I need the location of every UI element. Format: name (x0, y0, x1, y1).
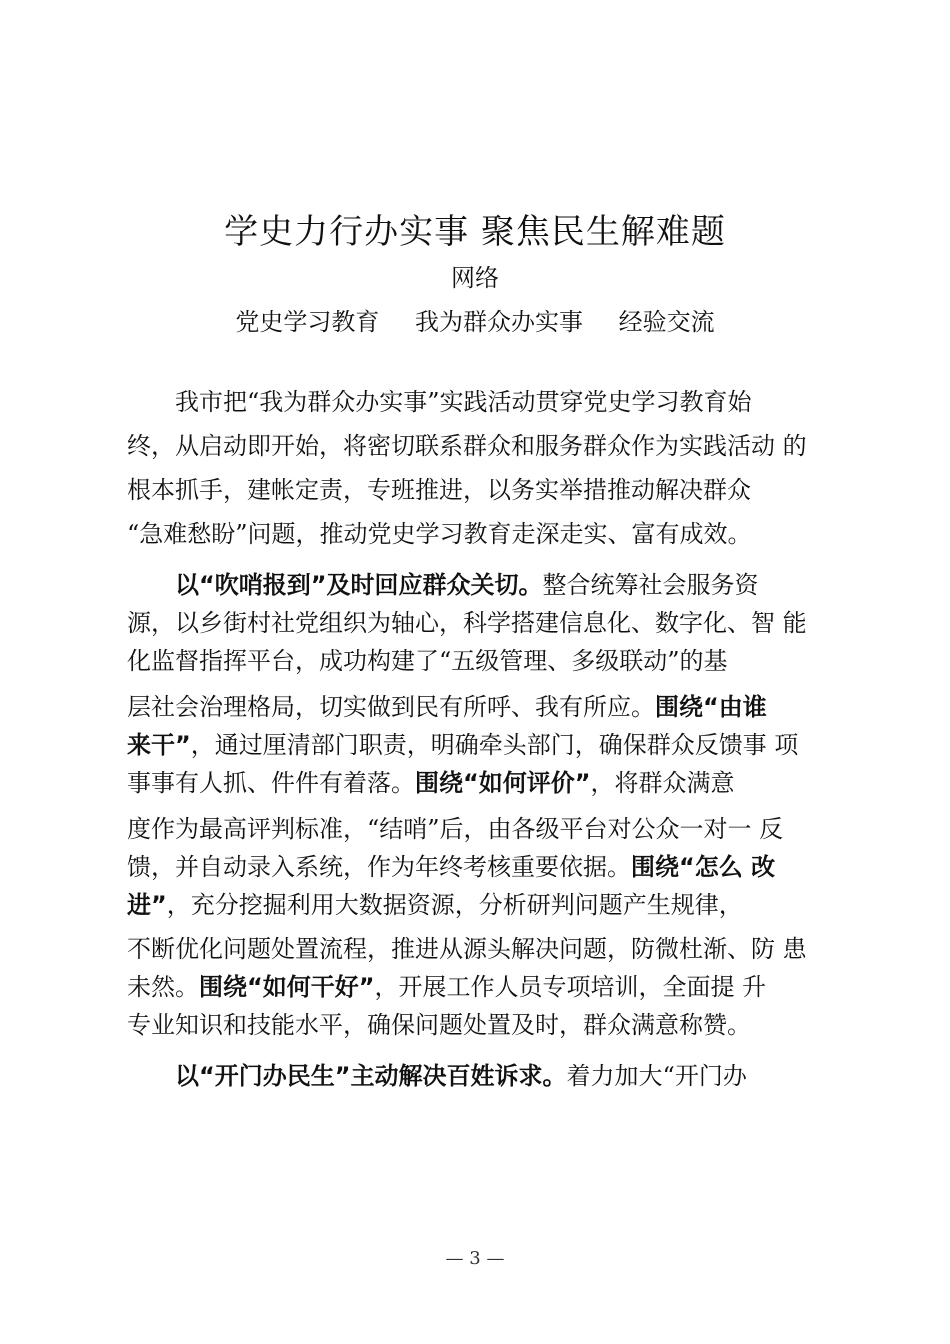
text-segment: ，充分挖掘利用大数据资源，分析研判问题产生规律， (166, 891, 743, 919)
text-line: 终，从启动即开始，将密切联系群众和服务群众作为实践活动 的 (127, 432, 807, 460)
text-line: 度作为最高评判标准，“结哨”后，由各级平台对公众一对一 反 (127, 815, 784, 843)
text-segment: 着力加大“开门办 (566, 1062, 747, 1090)
bold-phrase: 围绕“怎么 改 (631, 853, 776, 881)
text-line (127, 764, 827, 802)
text-segment: 馈，并自动录入系统，作为年终考核重要依据。 (127, 853, 631, 881)
keyword: 党史学习教育 (235, 308, 380, 336)
text-line: “急难愁盼”问题，推动党史学习教育走深走实、富有成效。 (127, 520, 752, 548)
section-heading: 以“吹哨报到”及时回应群众关切。 (175, 571, 543, 599)
text-line (127, 566, 827, 604)
text-line (127, 726, 827, 764)
bold-phrase: 围绕“由谁 (655, 693, 767, 721)
text-line (127, 886, 827, 924)
text-line: 专业知识和技能水平，确保问题处置及时，群众满意称赞。 (127, 1011, 751, 1039)
text-segment: ，将群众满意 (590, 769, 735, 797)
text-segment: 层社会治理格局，切实做到民有所呼、我有所应。 (127, 693, 655, 721)
text-line (127, 688, 827, 726)
keyword: 我为群众办实事 (415, 308, 583, 336)
bold-phrase: 进” (127, 891, 167, 919)
paragraph-intro (127, 380, 827, 556)
page-number: — 3 — (445, 1248, 505, 1269)
bold-phrase: 围绕“如何评价” (415, 769, 591, 797)
text-segment: 整合统筹社会服务资 (542, 571, 759, 599)
text-segment: 事事有人抓、件件有着落。 (127, 769, 415, 797)
text-segment: 未然。 (127, 973, 199, 1001)
text-line: 我市把“我为群众办实事”实践活动贯穿党史学习教育始 (175, 388, 752, 416)
text-line: 化监督指挥平台，成功构建了“五级管理、多级联动”的基 (127, 647, 728, 675)
text-line (127, 1054, 827, 1098)
text-segment: ，通过厘清部门职责，明确牵头部门，确保群众反馈事 项 (190, 731, 799, 759)
article-title: 学史力行办实事 聚焦民生解难题 (224, 212, 726, 252)
paragraph-whistle (127, 566, 827, 1044)
text-line: 不断优化问题处置流程，推进从源头解决问题，防微杜渐、防 患 (127, 935, 807, 963)
keyword-list (0, 300, 950, 344)
text-line (127, 848, 827, 886)
article-body (127, 380, 827, 1108)
text-line: 源，以乡街村社党组织为轴心，科学搭建信息化、数字化、智 能 (127, 609, 807, 637)
article-author: 网络 (451, 264, 499, 292)
paragraph-open-door (127, 1054, 827, 1098)
text-line: 根本抓手，建帐定责，专班推进，以务实举措推动解决群众 (127, 476, 751, 504)
bold-phrase: 围绕“如何干好” (199, 973, 375, 1001)
bold-phrase: 来干” (127, 731, 191, 759)
keyword: 经验交流 (618, 308, 715, 336)
text-segment: ，开展工作人员专项培训，全面提 升 (374, 973, 767, 1001)
section-heading: 以“开门办民生”主动解决百姓诉求。 (175, 1062, 567, 1090)
text-line (127, 968, 827, 1006)
